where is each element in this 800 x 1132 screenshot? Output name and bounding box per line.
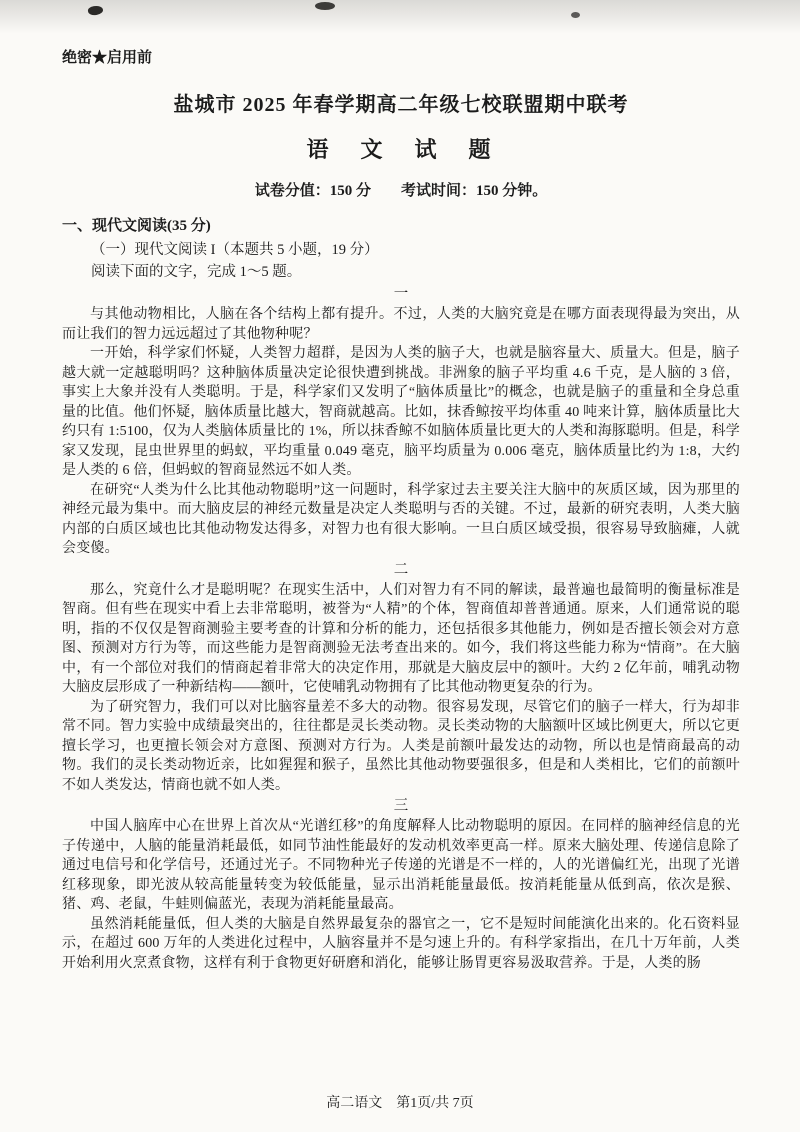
body-paragraph: 在研究“人类为什么比其他动物聪明”这一问题时，科学家过去主要关注大脑中的灰质区域，因为那里的神经元最为集中。而大脑皮层的神经元数量是决定人类聪明与否的关键。不过，最新的研究表明，人类大脑内部的白质区域也比其他动物发达得多，对智力也有很大影响。一旦白质区域受损，很容易导致脑瘫，人就会变傻。 — [62, 482, 740, 556]
body-paragraph: 那么，究竟什么才是聪明呢？在现实生活中，人们对智力有不同的解读，最普遍也最简明的衡量标准是智商。但有些在现实中看上去非常聪明，被誉为“人精”的个体，智商值却普普通通。原来，人们通常说的聪明，指的不仅仅是智商测验主要考查的计算和分析的能力，还包括很多其他能力，例如是否擅长领会对方意图、预测对方行为等，而这些能力是智商测验无法考查出来的。如今，我们将这些能力称为“情商”。在大脑中，有一个部位对我们的情商起着非常大的决定作用，那就是大脑皮层中的额叶。大约 2 亿年前，哺乳动物大脑皮层形成了一种新结构——额叶，它使哺乳动物拥有了比其他动物更复杂的行为。 — [62, 582, 740, 695]
body-paragraph: 与其他动物相比，人脑在各个结构上都有提升。不过，人类的大脑究竟是在哪方面表现得最为突出，从而让我们的智力远远超过了其他物种呢？ — [62, 307, 740, 342]
body-paragraph: 一开始，科学家们怀疑，人类智力超群，是因为人类的脑子大，也就是脑容量大、质量大。但是，脑子越大就一定越聪明吗？这种脑体质量决定论很快遭到挑战。非洲象的脑子平均重 4.6 千克，是人脑的 3 倍，事实上大象并没有人类聪明。于是，科学家们又发明了“脑体质量比”的概念，也就是脑子的重量和全身总重量的比值。他们怀疑，脑体质量比越大，智商就越高。比如，抹香鲸按平均体重 40 吨来计算，脑体质量比大约只有 1:5100，仅为人类脑体质量比的 1%，所以抹香鲸不如脑体质量比更大的人类和海豚聪明。但是，科学家又发现，昆虫世界里的蚂蚁，平均重量 0.049 毫克，脑平均质量为 0.006 毫克，脑体质量比约为 1:8，大约是人类的 6 倍，但蚂蚁的智商显然远不如人类。 — [62, 346, 740, 478]
scan-artifact — [571, 12, 580, 18]
part-marker-1: 一 — [393, 286, 409, 302]
page-footer: 高二语文 第1页/共 7页 — [326, 1096, 474, 1111]
reading-instruction: 阅读下面的文字，完成 1～5 题。 — [91, 264, 302, 280]
body-paragraph: 虽然消耗能量低，但人类的大脑是自然界最复杂的器官之一，它不是短时间能演化出来的。化石资料显示，在超过 600 万年的人类进化过程中，人脑容量并不是匀速上升的。有科学家指出，在几十万年前，人类开始利用火烹煮食物，这样有利于食物更好研磨和消化，能够让肠胃更容易汲取营养。于是，人类的肠 — [62, 916, 740, 971]
exam-title: 盐城市 2025 年春学期高二年级七校联盟期中联考 — [173, 94, 629, 116]
subject-title: 语 文 试 题 — [306, 137, 496, 162]
scan-artifact — [315, 2, 335, 10]
body-paragraph: 为了研究智力，我们可以对比脑容量差不多大的动物。很容易发现，尽管它们的脑子一样大，行为却非常不同。智力实验中成绩最突出的，往往都是灵长类动物。灵长类动物的大脑额叶区域比例更大，所以它更擅长学习，也更擅长领会对方意图、预测对方行为。人类是前额叶最发达的动物，所以也是情商最高的动物。我们的灵长类动物近亲，比如猩猩和猴子，虽然比其他动物要强很多，但是和人类相比，它们的前额叶不如人类发达，情商也就不如人类。 — [62, 699, 740, 793]
subsection-heading: （一）现代文阅读 I（本题共 5 小题，19 分） — [91, 242, 379, 258]
exam-info: 试卷分值：150 分 考试时间：150 分钟。 — [254, 183, 548, 199]
section-heading: 一、现代文阅读(35 分) — [62, 218, 211, 234]
part-marker-2: 二 — [393, 561, 409, 578]
body-paragraph: 中国人脑库中心在世界上首次从“光谱红移”的角度解释人比动物聪明的原因。在同样的脑神经信息的光子传递中，人脑的能量消耗最低，如同节油性能最好的发动机效率更高一样。原来大脑处理、传递信息除了通过电信号和化学信号，还通过光子。不同物种光子传递的光谱是不一样的，人的光谱偏红光，出现了光谱红移现象，即光波从较高能量转变为较低能量，显示出消耗能量最低。按消耗能量从低到高，依次是猴、猪、鸡、老鼠，牛蛙则偏蓝光，表现为消耗能量最高。 — [62, 819, 740, 912]
secrecy-label: 绝密★启用前 — [62, 50, 153, 66]
part-marker-3: 三 — [393, 798, 409, 814]
scan-artifact — [87, 5, 103, 16]
